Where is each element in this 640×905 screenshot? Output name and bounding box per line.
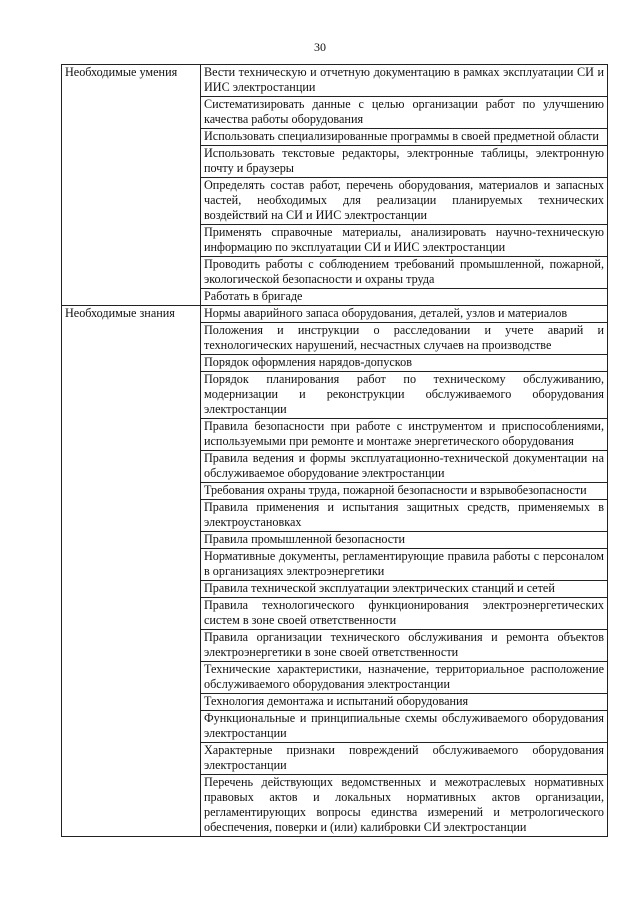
table-cell-item: Технические характеристики, назначение, территориальное расположение обслуживаемого оборудования электростанции bbox=[201, 662, 608, 694]
table-cell-item: Определять состав работ, перечень оборудования, материалов и запасных частей, необходимых для реализации планируемых технических воздействий на СИ и ИИС электростанции bbox=[201, 178, 608, 225]
table-cell-item: Проводить работы с соблюдением требований промышленной, пожарной, экологической безопасности и охраны труда bbox=[201, 257, 608, 289]
table-cell-item: Правила применения и испытания защитных средств, применяемых в электроустановках bbox=[201, 500, 608, 532]
table-cell-item: Положения и инструкции о расследовании и учете аварий и технологических нарушений, несчастных случаев на производстве bbox=[201, 323, 608, 355]
table-cell-item: Правила технической эксплуатации электрических станций и сетей bbox=[201, 581, 608, 598]
table-cell-item: Нормативные документы, регламентирующие правила работы с персоналом в организациях электроэнергетики bbox=[201, 549, 608, 581]
table-cell-item: Правила ведения и формы эксплуатационно-технической документации на обслуживаемое оборудование электростанции bbox=[201, 451, 608, 483]
table-cell-item: Требования охраны труда, пожарной безопасности и взрывобезопасности bbox=[201, 483, 608, 500]
table-cell-item: Порядок оформления нарядов-допусков bbox=[201, 355, 608, 372]
table-cell-item: Функциональные и принципиальные схемы обслуживаемого оборудования электростанции bbox=[201, 711, 608, 743]
table-cell-item: Правила организации технического обслуживания и ремонта объектов электроэнергетики в зоне своей ответственности bbox=[201, 630, 608, 662]
table-cell-item: Порядок планирования работ по техническому обслуживанию, модернизации и реконструкции обслуживаемого оборудования электростанции bbox=[201, 372, 608, 419]
table-cell-item: Работать в бригаде bbox=[201, 289, 608, 306]
table-cell-item: Вести техническую и отчетную документацию в рамках эксплуатации СИ и ИИС электростанции bbox=[201, 65, 608, 97]
table-cell-item: Правила технологического функционирования электроэнергетических систем в зоне своей ответственности bbox=[201, 598, 608, 630]
table-cell-item: Систематизировать данные с целью организации работ по улучшению качества работы оборудования bbox=[201, 97, 608, 129]
table-cell-item: Использовать текстовые редакторы, электронные таблицы, электронную почту и браузеры bbox=[201, 146, 608, 178]
requirements-table bbox=[61, 64, 608, 837]
table-cell-item: Использовать специализированные программы в своей предметной области bbox=[201, 129, 608, 146]
table-row bbox=[62, 65, 608, 97]
table-cell-item: Нормы аварийного запаса оборудования, деталей, узлов и материалов bbox=[201, 306, 608, 323]
table-cell-item: Перечень действующих ведомственных и межотраслевых нормативных правовых актов и локальных нормативных актов организации, регламентирующих вопросы единства измерений и метрологического обеспечения, поверки и (или) калибровки СИ электростанции bbox=[201, 775, 608, 837]
table-cell-item: Технология демонтажа и испытаний оборудования bbox=[201, 694, 608, 711]
table-cell-item: Характерные признаки повреждений обслуживаемого оборудования электростанции bbox=[201, 743, 608, 775]
table-row bbox=[62, 306, 608, 323]
page-number: 30 bbox=[314, 40, 326, 54]
table-cell-item: Правила безопасности при работе с инструментом и приспособлениями, используемыми при ремонте и монтаже энергетического оборудования bbox=[201, 419, 608, 451]
table-cell-item: Применять справочные материалы, анализировать научно-техническую информацию по эксплуатации СИ и ИИС электростанции bbox=[201, 225, 608, 257]
category-cell-knowledge: Необходимые знания bbox=[62, 306, 201, 837]
category-cell-skills: Необходимые умения bbox=[62, 65, 201, 306]
table-cell-item: Правила промышленной безопасности bbox=[201, 532, 608, 549]
